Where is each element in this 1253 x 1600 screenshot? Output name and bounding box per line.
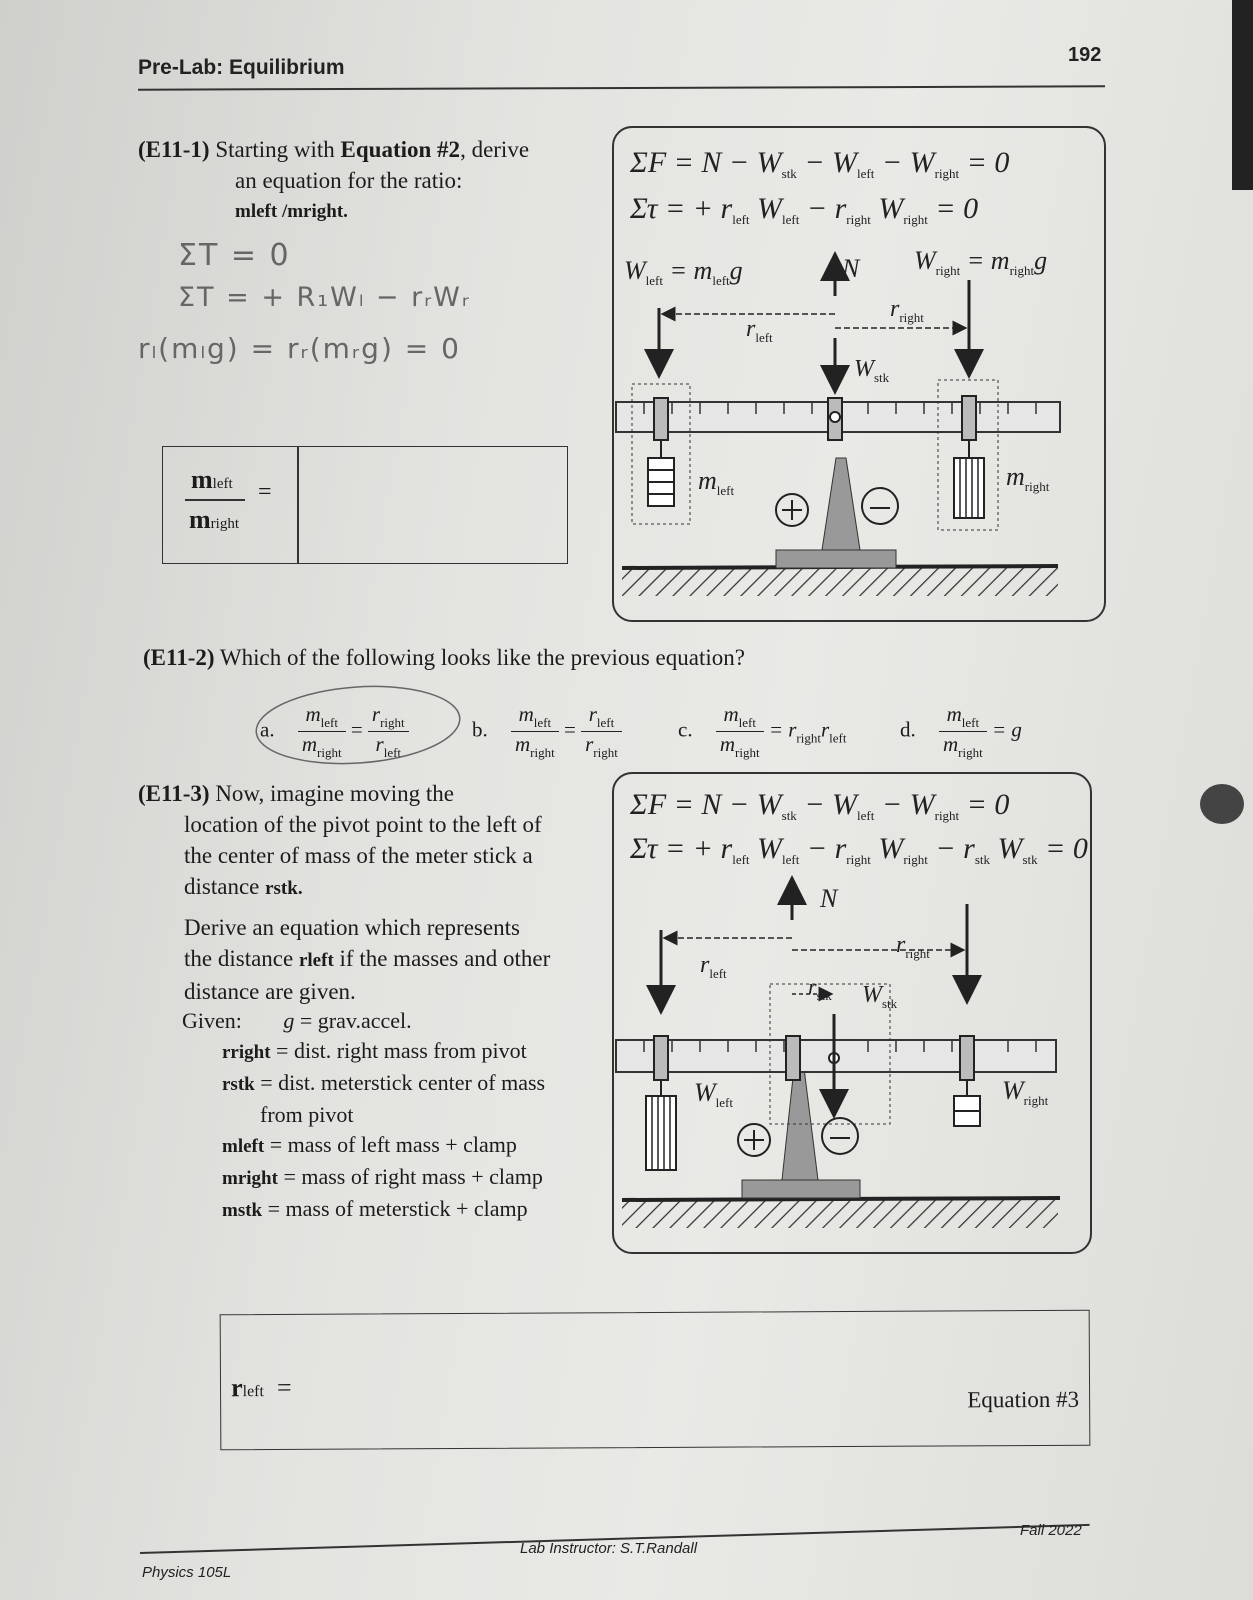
left-clamp-2: [654, 1036, 668, 1080]
stand-base: [776, 550, 896, 568]
weight-left-label: $W_{left} = m_{left}g$: [624, 256, 743, 288]
w-left-label-2: $W_{left}$: [694, 1078, 733, 1110]
balance-diagram-1: [614, 128, 1104, 620]
sum-torque-equation-2: Στ = + $r_{left}$ $W_{left} - r_{right}$ $W_{right} - r_{stk}$ $W_{stk} = 0$: [630, 832, 1088, 867]
footer-course: Physics 105L: [142, 1564, 232, 1581]
right-clamp: [962, 396, 976, 440]
question-equation-ref: Equation #2: [340, 137, 461, 162]
handwritten-circle-around-option-a: [252, 680, 472, 770]
option-d[interactable]: d. $\frac{m_{left}}{m_{right}}$ = g: [900, 702, 1022, 760]
w-right-label-2: $W_{right}$: [1002, 1076, 1049, 1108]
page-number: 192: [1068, 44, 1102, 66]
handwritten-line-2: ΣT = + R₁Wₗ − rᵣWᵣ: [178, 282, 471, 313]
option-c[interactable]: c. $\frac{m_{left}}{m_{right}}$ = $r_{right}r_{left}$: [678, 702, 847, 760]
r-left-lhs: rleft =: [230, 1372, 292, 1403]
footer-instructor: Lab Instructor: S.T.Randall: [520, 1540, 698, 1557]
weight-right-label: $W_{right} = m_{right}g$: [914, 246, 1048, 278]
equation-3-label: Equation #3: [967, 1386, 1080, 1413]
stand-pole: [822, 458, 860, 550]
answer-box-divider: [297, 447, 299, 563]
normal-force-label-2: N: [820, 884, 838, 913]
r-stk-label: $r_{stk}$: [808, 974, 832, 1003]
r-right-label: $r_{right}$: [890, 296, 924, 325]
ground-hatch-2: [622, 1200, 1058, 1228]
diagram-panel-1: [612, 126, 1106, 622]
left-mass-block-2: [646, 1096, 676, 1170]
m-right-label: $m_{right}$: [1006, 462, 1050, 494]
diagram-panel-2: [612, 772, 1092, 1254]
given-label: Given:: [182, 1008, 242, 1033]
footer-term: Fall 2022: [1020, 1522, 1082, 1539]
question-label: (E11-2): [143, 645, 215, 670]
answer-denominator: mright: [189, 505, 240, 534]
question-text: Which of the following looks like the previous equation?: [219, 645, 745, 670]
answer-box-r-left: [220, 1310, 1091, 1451]
page-edge-shadow: [1232, 0, 1253, 190]
m-left-label: $m_{left}$: [698, 466, 735, 498]
question-e11-2: [143, 642, 745, 673]
question-text: , derive: [460, 137, 530, 162]
negative-torque-icon: [862, 488, 898, 524]
sum-force-equation-2: $\Sigma F = N - W_{stk} - W_{left} - W_{right} = 0$: [630, 788, 1010, 823]
question-label: (E11-1): [138, 137, 210, 162]
answer-box-ratio: [162, 446, 568, 564]
given-list: Given: g = grav.accel. rright = dist. right mass from pivot rstk = dist. meterstick center of mass from pivot mleft = mass of left mass + clamp mright = mass of right mass + clamp mstk = mass of meterstick + clamp: [182, 1008, 546, 1221]
left-clamp: [654, 398, 668, 440]
fraction-bar: [185, 499, 245, 501]
w-stick-label: $W_{stk}$: [854, 356, 890, 385]
pivot-clamp-2: [786, 1036, 800, 1080]
question-e11-3: (E11-3) Now, imagine moving the location of the pivot point to the left of the center of mass of the meter stick a distance rstk. Derive an equation which represents the distance rleft if the masses and other distance are given.: [138, 781, 551, 1004]
r-left-label: $r_{left}$: [746, 316, 773, 345]
question-text-line2: an equation for the ratio:: [235, 168, 463, 193]
question-text: Starting with: [215, 137, 335, 162]
stand-base-2: [742, 1180, 860, 1198]
balance-diagram-2: [614, 774, 1090, 1252]
right-clamp-2: [960, 1036, 974, 1080]
pivot-point: [830, 412, 840, 422]
handwritten-line-3: rₗ(mₗg) = rᵣ(mᵣg) = 0: [138, 332, 461, 365]
right-mass-block: [954, 458, 984, 518]
option-a[interactable]: a. $\frac{m_{left}}{m_{right}}$ = $\frac{r_{right}}{r_{left}}$: [260, 702, 409, 761]
equals-sign: =: [258, 479, 272, 505]
r-right-label-2: $r_{right}$: [896, 932, 930, 961]
r-left-input-area[interactable]: [321, 1322, 922, 1435]
option-b[interactable]: b. $\frac{m_{left}}{m_{right}}$ = $\frac{r_{left}}{r_{right}}$: [472, 702, 622, 761]
answer-numerator: mleft: [191, 465, 233, 494]
binder-hole: [1200, 784, 1244, 824]
negative-torque-icon-2: [822, 1118, 858, 1154]
options-row: [260, 690, 1220, 760]
header-rule: [138, 85, 1105, 90]
sum-force-equation: $\Sigma F = N - W_{stk} - W_{left} - W_{right} = 0$: [630, 146, 1010, 181]
sum-torque-equation: Στ = + $r_{left}$ $W_{left} - r_{right}$ $W_{right} = 0$: [630, 192, 979, 227]
normal-force-label: N: [842, 254, 860, 283]
question-label: (E11-3): [138, 781, 210, 806]
answer-input-area[interactable]: [303, 451, 558, 557]
r-left-label-2: $r_{left}$: [700, 952, 727, 981]
ground-hatch: [622, 568, 1058, 596]
question-e11-1: [138, 134, 598, 227]
handwritten-line-1: ΣT = 0: [178, 238, 291, 273]
w-stick-label-2: $W_{stk}$: [862, 982, 898, 1011]
page-header-title: Pre-Lab: Equilibrium: [138, 56, 345, 79]
ratio-label: mleft /mright.: [235, 201, 348, 222]
